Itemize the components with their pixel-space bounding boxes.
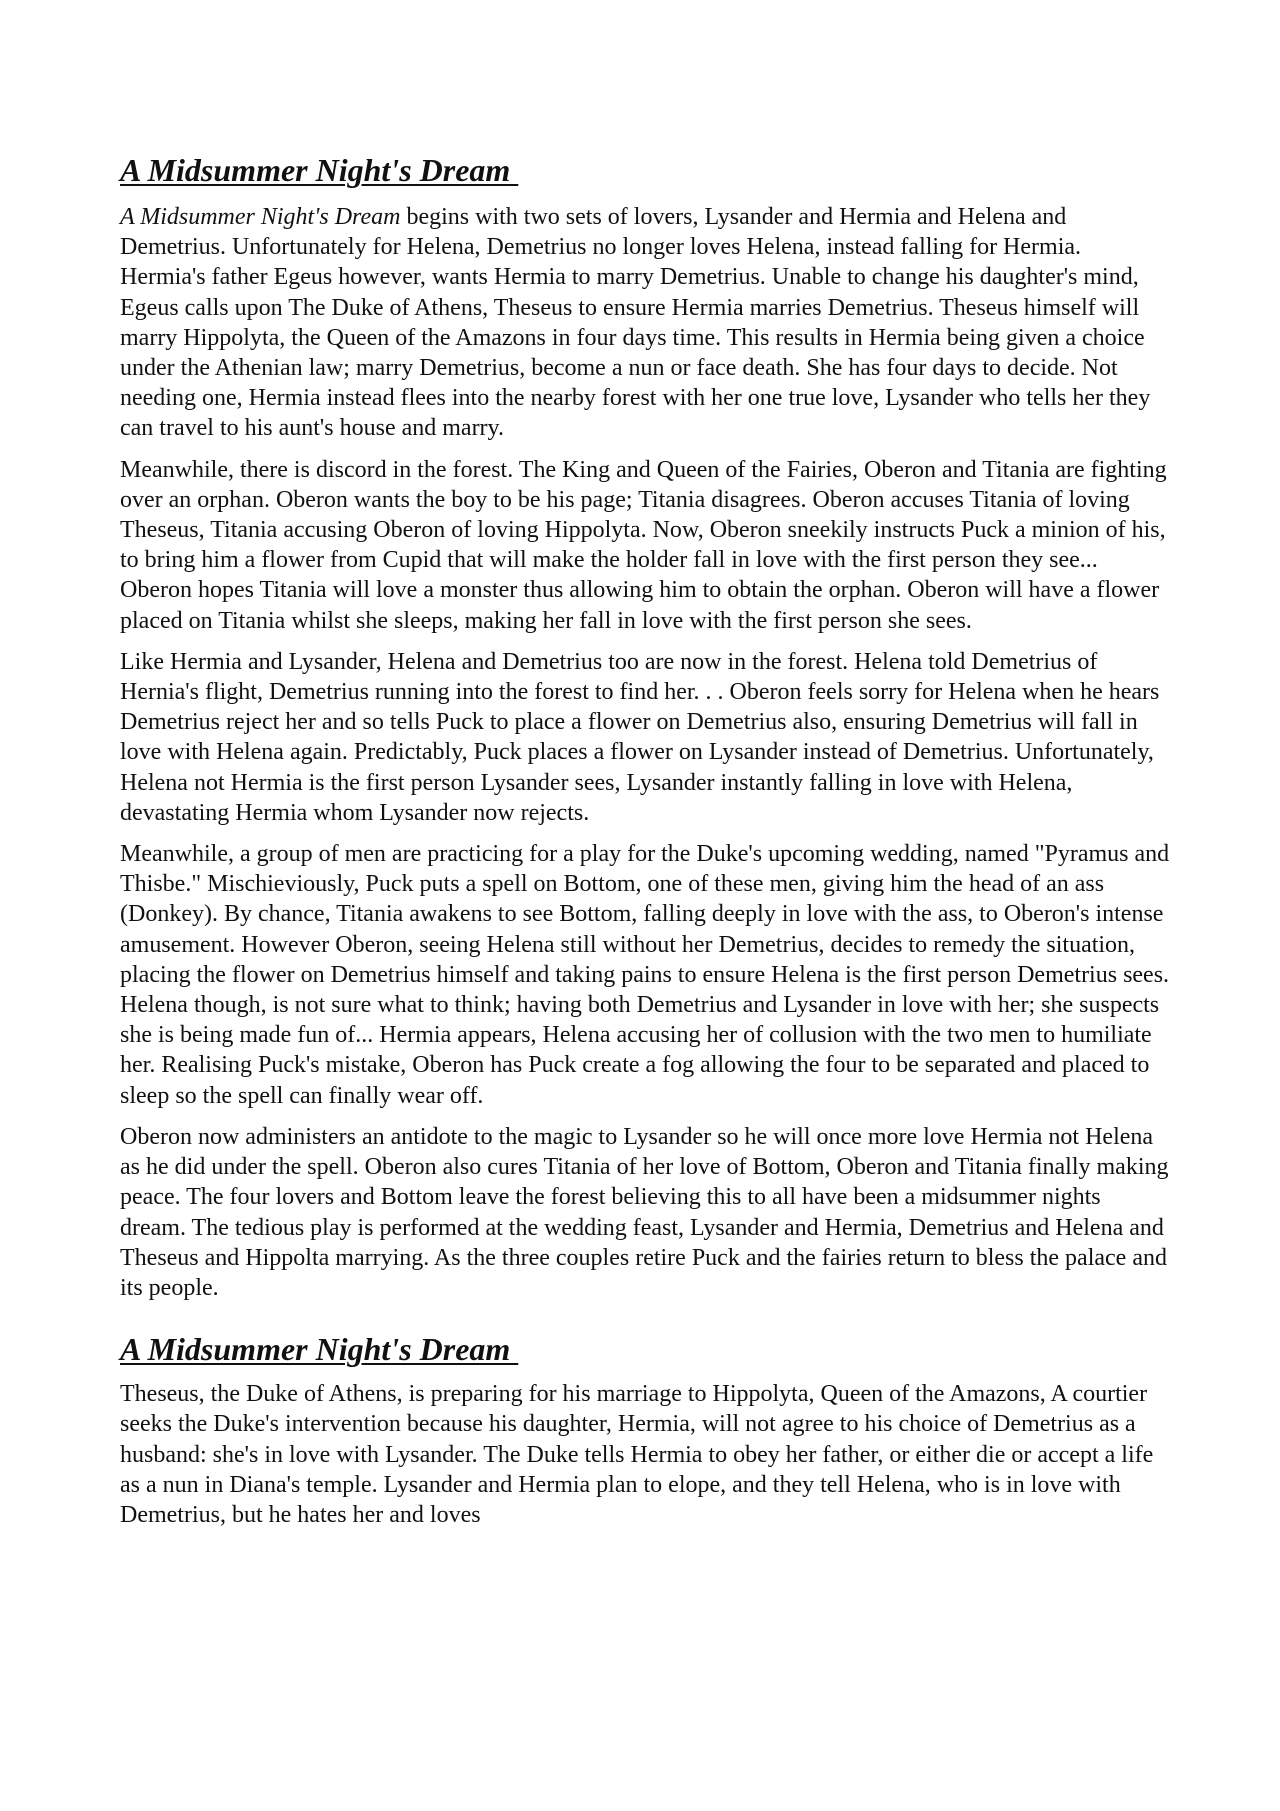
section-synopsis-2 [120,1329,1170,1530]
section-heading [120,1329,1170,1369]
section-synopsis-1 [120,150,1170,1303]
paragraph [120,202,1170,444]
paragraph: Like Hermia and Lysander, Helena and Demetrius too are now in the forest. Helena told Demetrius of Hernia's flight, Demetrius running into the forest to find her. . . Oberon feels sorry for Helena when he hears Demetrius reject her and so tells Puck to place a flower on Demetrius also, ensuring Demetrius will fall in love with Helena again. Predictably, Puck places a flower on Lysander instead of Demetrius. Unfortunately, Helena not Hermia is the first person Lysander sees, Lysander instantly falling in love with Helena, devastating Hermia whom Lysander now rejects. [120,648,1160,826]
paragraph-text: begins with two sets of lovers, Lysander and Hermia and Helena and Demetrius. Unfortunately for Helena, Demetrius no longer loves Helena, instead falling for Hermia. Hermia's father Egeus however, wants Hermia to marry Demetrius. Unable to change his daughter's mind, Egeus calls upon The Duke of Athens, Theseus to ensure Hermia marries Demetrius. Theseus himself will marry Hippolyta, the Queen of the Amazons in four days time. This results in Hermia being given a choice under the Athenian law; marry Demetrius, become a nun or face death. She has four days to decide. Not needing one, Hermia instead flees into the nearby forest with her one true love, Lysander who tells her they can travel to his aunt's house and marry. [120,204,1151,442]
heading-text: A Midsummer Night's Dream [120,1331,519,1368]
section-heading [120,150,1170,190]
paragraph: Meanwhile, a group of men are practicing for a play for the Duke's upcoming wedding, named "Pyramus and Thisbe." Mischieviously, Puck puts a spell on Bottom, one of these men, giving him the head of an ass (Donkey). By chance, Titania awakens to see Bottom, falling deeply in love with the ass, to Oberon's intense amusement. However Oberon, seeing Helena still without her Demetrius, decides to remedy the situation, placing the flower on Demetrius himself and taking pains to ensure Helena is the first person Demetrius sees. Helena though, is not sure what to think; having both Demetrius and Lysander in love with her; she suspects she is being made fun of... Hermia appears, Helena accusing her of collusion with the two men to humiliate her. Realising Puck's mistake, Oberon has Puck create a fog allowing the four to be separated and placed to sleep so the spell can finally wear off. [120,841,1170,1109]
paragraph: Theseus, the Duke of Athens, is preparing for his marriage to Hippolyta, Queen of the Amazons, A courtier seeks the Duke's intervention because his daughter, Hermia, will not agree to his choice of Demetrius as a husband: she's in love with Lysander. The Duke tells Hermia to obey her father, or either die or accept a life as a nun in Diana's temple. Lysander and Hermia plan to elope, and they tell Helena, who is in love with Demetrius, but he hates her and loves [120,1381,1154,1528]
heading-text: A Midsummer Night's Dream [120,152,519,188]
paragraph: Meanwhile, there is discord in the forest. The King and Queen of the Fairies, Oberon and Titania are fighting over an orphan. Oberon wants the boy to be his page; Titania disagrees. Oberon accuses Titania of loving Theseus, Titania accusing Oberon of loving Hippolyta. Now, Oberon sneekily instructs Puck a minion of his, to bring him a flower from Cupid that will make the holder fall in love with the first person they see... Oberon hopes Titania will love a monster thus allowing him to obtain the orphan. Oberon will have a flower placed on Titania whilst she sleeps, making her fall in love with the first person she sees. [120,456,1167,634]
document-page [120,150,1170,1541]
italic-title: A Midsummer Night's Dream [120,204,401,230]
paragraph: Oberon now administers an antidote to the magic to Lysander so he will once more love Hermia not Helena as he did under the spell. Oberon also cures Titania of her love of Bottom, Oberon and Titania finally making peace. The four lovers and Bottom leave the forest believing this to all have been a midsummer nights dream. The tedious play is performed at the wedding feast, Lysander and Hermia, Demetrius and Helena and Theseus and Hippolta marrying. As the three couples retire Puck and the fairies return to bless the palace and its people. [120,1123,1169,1301]
